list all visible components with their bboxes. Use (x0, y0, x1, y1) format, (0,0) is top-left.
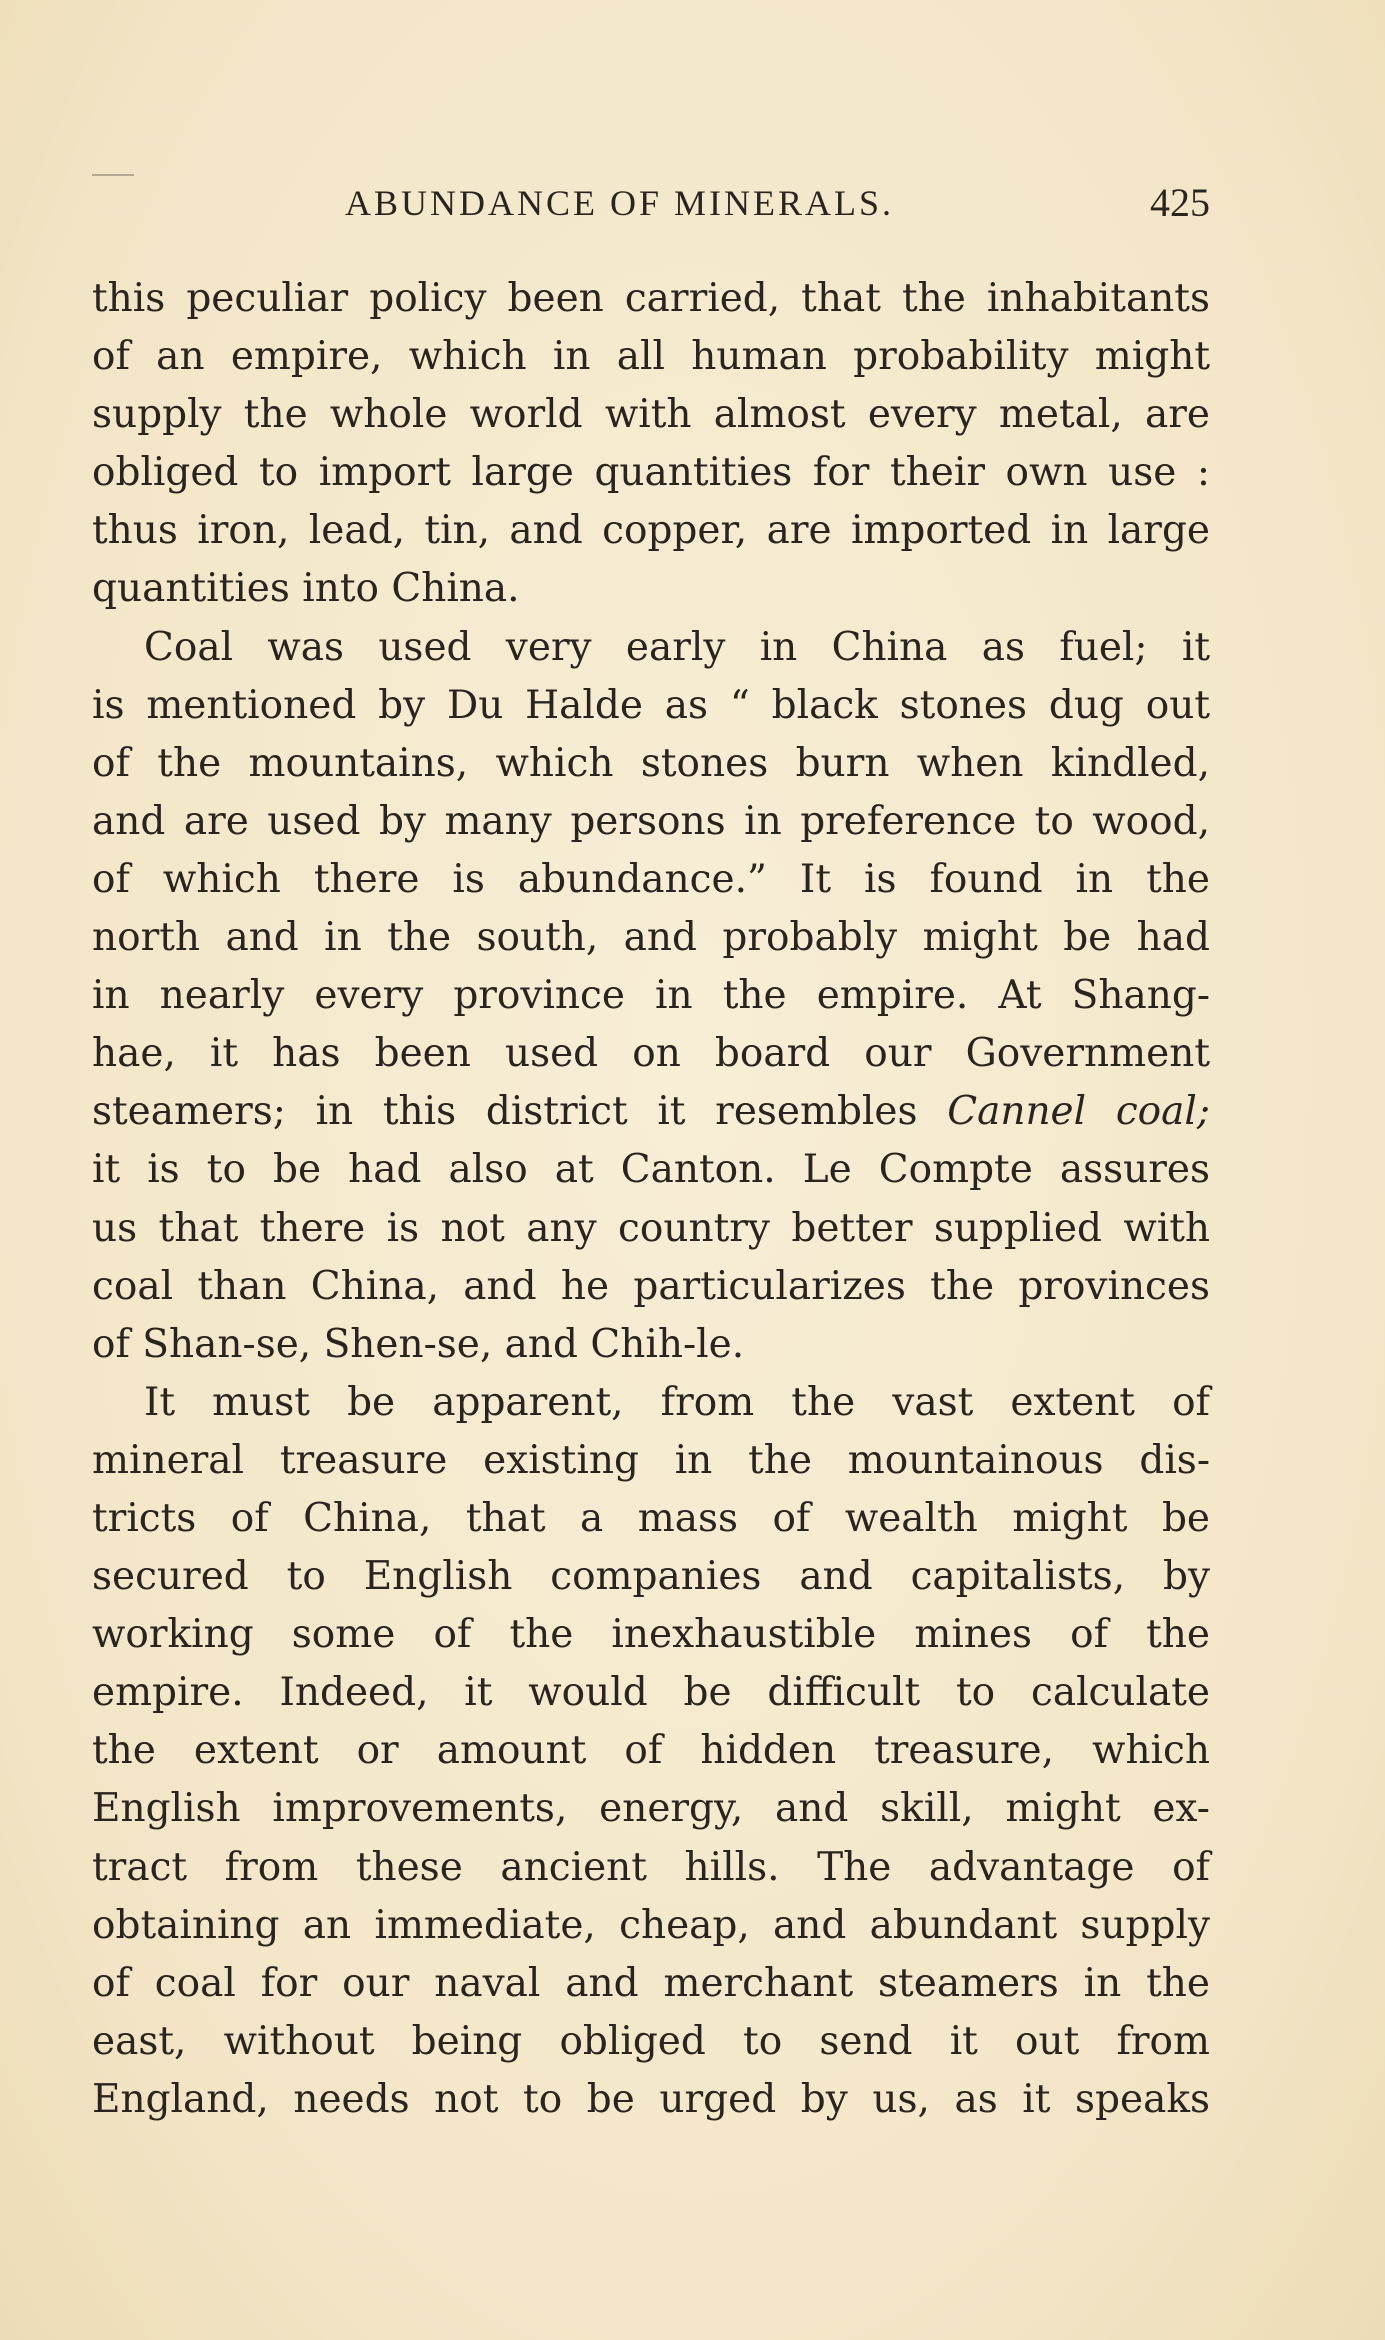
text-line: of which there is abundance.” It is found in the (92, 856, 1210, 902)
text-line: quantities into China. (92, 566, 520, 612)
page-number: 425 (1150, 180, 1210, 225)
text-line: obliged to import large quantities for their own use : (92, 450, 1210, 496)
text-line: in nearly every province in the empire. At Shang- (92, 973, 1210, 1019)
text-line: us that there is not any country better supplied with (92, 1205, 1210, 1251)
text-line: is mentioned by Du Halde as “ black stones dug out (92, 682, 1210, 728)
text-line: thus iron, lead, tin, and copper, are imported in large (92, 508, 1210, 554)
text-line: It must be apparent, from the vast extent of (144, 1379, 1210, 1425)
text-line: England, needs not to be urged by us, as it speaks (92, 2076, 1210, 2122)
text-line: obtaining an immediate, cheap, and abundant supply (92, 1902, 1210, 1948)
body-text (92, 270, 1210, 2129)
text-line: coal than China, and he particularizes the provinces (92, 1263, 1210, 1309)
text-line: the extent or amount of hidden treasure, which (92, 1728, 1210, 1774)
text-line: of the mountains, which stones burn when kindled, (92, 740, 1210, 786)
text-line: English improvements, energy, and skill, might ex- (92, 1786, 1210, 1832)
margin-mark (92, 174, 134, 176)
text-line: of Shan-se, Shen-se, and Chih-le. (92, 1321, 745, 1367)
running-title: ABUNDANCE OF MINERALS. (345, 183, 895, 223)
text-line: of an empire, which in all human probability might (92, 334, 1210, 380)
italic-term: Cannel coal; (947, 1089, 1211, 1135)
text-line: east, without being obliged to send it out from (92, 2018, 1210, 2064)
text-line: tract from these ancient hills. The advantage of (92, 1844, 1210, 1890)
text-line: tricts of China, that a mass of wealth might be (92, 1495, 1210, 1541)
text-line: hae, it has been used on board our Government (92, 1031, 1210, 1077)
text-line: working some of the inexhaustible mines of the (92, 1612, 1210, 1658)
text-line-with-italic (92, 1083, 1210, 1141)
text-line-start: steamers; in this district it resembles (92, 1089, 918, 1135)
text-line: north and in the south, and probably might be had (92, 915, 1210, 961)
text-line: of coal for our naval and merchant steamers in the (92, 1960, 1210, 2006)
running-head (92, 178, 1210, 228)
text-line: supply the whole world with almost every metal, are (92, 392, 1210, 438)
text-line: and are used by many persons in preference to wood, (92, 798, 1210, 844)
text-line: Coal was used very early in China as fuel; it (144, 624, 1210, 670)
text-line: mineral treasure existing in the mountainous dis- (92, 1437, 1210, 1483)
text-line: this peculiar policy been carried, that the inhabitants (92, 276, 1210, 321)
text-line: it is to be had also at Canton. Le Compte assures (92, 1147, 1210, 1193)
text-line: secured to English companies and capitalists, by (92, 1554, 1210, 1600)
text-line: empire. Indeed, it would be difficult to calculate (92, 1670, 1210, 1716)
